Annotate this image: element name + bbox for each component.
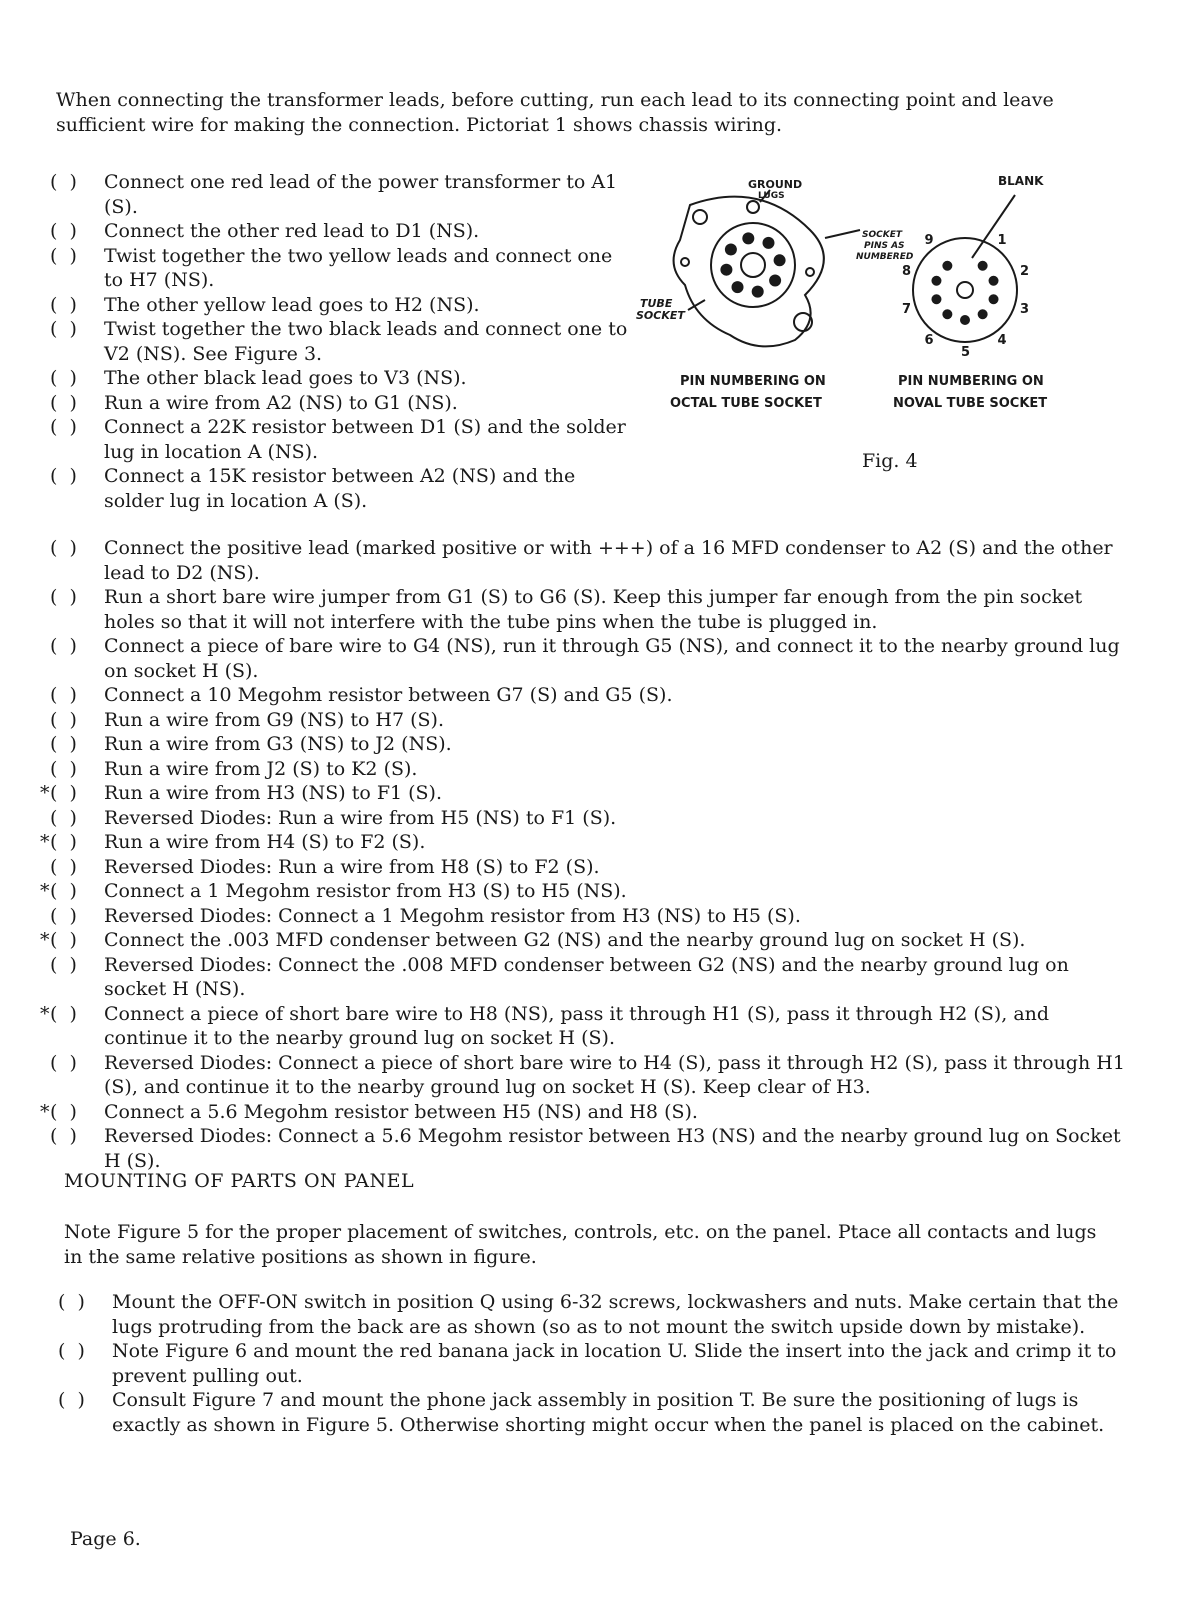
step-checkbox[interactable]: ( ) (50, 293, 77, 316)
step-checkbox[interactable]: ( ) (50, 367, 77, 389)
step-text: Reversed Diodes: Connect the .008 MFD condenser between G2 (NS) and the nearby ground lug on socket H (NS). (104, 953, 1069, 1000)
tube-socket-diagram (610, 170, 1110, 470)
step-checkbox[interactable]: ( ) (50, 1002, 77, 1025)
step-text: Connect the .003 MFD condenser between G2 (NS) and the nearby ground lug on socket H (S). (104, 929, 1026, 951)
octal-pin-number: 4 (771, 276, 779, 288)
checklist-step (40, 1100, 1126, 1125)
octal-socket-key (741, 253, 765, 277)
checklist-step (46, 464, 634, 513)
noval-pin-hole (978, 261, 988, 271)
checklist-step (46, 170, 634, 219)
noval-caption-line1: PIN NUMBERING ON (898, 374, 1044, 389)
label-pins-as: PINS AS (864, 241, 905, 251)
step-text: Run a wire from H4 (S) to F2 (S). (104, 831, 426, 853)
step-checkbox[interactable]: ( ) (50, 904, 77, 927)
checklist-step (54, 1388, 1124, 1437)
step-checkbox[interactable]: ( ) (50, 465, 77, 487)
step-text: Connect the other red lead to D1 (NS). (104, 220, 480, 242)
checklist-step (40, 879, 1126, 904)
step-checkbox[interactable]: ( ) (50, 929, 77, 951)
step-text: Twist together the two black leads and connect one to V2 (NS). See Figure 3. (104, 318, 628, 365)
step-checkbox[interactable]: ( ) (50, 318, 77, 340)
step-text: Connect one red lead of the power transformer to A1 (S). (104, 171, 618, 218)
checklist-step (40, 830, 1126, 855)
noval-pin-number: 8 (902, 263, 912, 279)
label-tube: TUBE (640, 297, 673, 310)
socket-pins-leader (825, 230, 860, 238)
step-text: Run a short bare wire jumper from G1 (S) to G6 (S). Keep this jumper far enough from the pin socket holes so that it will not interfere with the tube pins when the tube is plugged in. (104, 586, 1083, 633)
figure-caption: Fig. 4 (862, 450, 918, 472)
checklist-step (46, 708, 1126, 733)
page-number: Page 6. (70, 1528, 141, 1550)
checklist-step (46, 219, 634, 244)
step-star: * (40, 1002, 50, 1025)
step-text: Connect a 1 Megohm resistor from H3 (S) to H5 (NS). (104, 880, 627, 902)
label-lugs: LUGS (758, 191, 785, 201)
noval-pin-number: 2 (1019, 263, 1030, 279)
checklist-step (46, 953, 1126, 1002)
step-star: * (40, 831, 50, 853)
step-checkbox[interactable]: ( ) (50, 220, 77, 242)
checklist-step (46, 415, 634, 464)
checklist-step (46, 1051, 1126, 1100)
step-star: * (40, 929, 50, 951)
step-checkbox[interactable]: ( ) (50, 684, 77, 706)
step-text: Consult Figure 7 and mount the phone jack assembly in position T. Be sure the positioning of lugs is exactly as shown in Figure 5. Otherwise shorting might occur when the panel is placed on the cabinet. (112, 1389, 1105, 1436)
step-text: Twist together the two yellow leads and connect one to H7 (NS). (104, 244, 613, 291)
octal-socket-outline (674, 197, 824, 347)
noval-pin-number: 4 (997, 333, 1007, 349)
noval-pin-number: 9 (924, 232, 934, 248)
noval-pin-number: 5 (961, 345, 971, 360)
step-checkbox[interactable]: ( ) (50, 757, 77, 780)
step-checkbox[interactable]: ( ) (50, 171, 77, 193)
step-checkbox[interactable]: ( ) (58, 1340, 85, 1362)
checklist-step (46, 855, 1126, 880)
checklist-step (46, 1124, 1126, 1173)
checklist-step (46, 536, 1126, 585)
octal-pin-holes (720, 232, 785, 298)
step-text: Reversed Diodes: Run a wire from H8 (S) to F2 (S). (104, 855, 600, 878)
step-text: Note Figure 6 and mount the red banana jack in location U. Slide the insert into the jack and crimp it to prevent pulling out. (112, 1340, 1117, 1387)
step-checkbox[interactable]: ( ) (50, 855, 77, 878)
step-checkbox[interactable]: ( ) (50, 953, 77, 976)
step-text: Reversed Diodes: Connect a 5.6 Megohm resistor between H3 (NS) and the nearby ground lug on Socket H (S). (104, 1125, 1121, 1172)
step-text: Reversed Diodes: Run a wire from H5 (NS) to F1 (S). (104, 806, 617, 829)
label-socket-pins: SOCKET (862, 230, 902, 240)
step-checkbox[interactable]: ( ) (50, 1125, 77, 1147)
ground-lug-left (681, 258, 689, 266)
octal-pin-number: 1 (744, 234, 752, 246)
checklist-step (40, 928, 1126, 953)
step-star: * (40, 782, 50, 804)
noval-pin-number: 3 (1019, 302, 1030, 318)
noval-pin-number: 6 (924, 333, 934, 349)
checklist-step (46, 366, 634, 391)
step-checkbox[interactable]: ( ) (50, 1051, 77, 1074)
step-text: Mount the OFF-ON switch in position Q using 6-32 screws, lockwashers and nuts. Make certain that the lugs protruding from the back are as shown (so as to not mount the switch upside down by mistake). (112, 1291, 1119, 1338)
step-checkbox[interactable]: ( ) (50, 391, 77, 414)
checklist-step (46, 585, 1126, 634)
step-text: Run a wire from H3 (NS) to F1 (S). (104, 782, 443, 804)
octal-pin-number: 3 (775, 256, 783, 268)
octal-caption-line2: OCTAL TUBE SOCKET (670, 396, 822, 411)
octal-pin-number: 6 (733, 283, 741, 295)
noval-pin-hole (942, 309, 952, 319)
steps-list-chassis-wiring (40, 536, 1126, 1173)
checklist-step (46, 757, 1126, 782)
step-text: Run a wire from G9 (NS) to H7 (S). (104, 708, 445, 731)
step-checkbox[interactable]: ( ) (50, 733, 77, 755)
checklist-step (46, 683, 1126, 708)
checklist-step (54, 1339, 1124, 1388)
label-numbered: NUMBERED (856, 252, 914, 262)
noval-socket-center (957, 282, 973, 298)
noval-pin-hole (931, 294, 941, 304)
panel-note-paragraph: Note Figure 5 for the proper placement of switches, controls, etc. on the panel. Ptace all contacts and lugs in the same relative positions as shown in figure. (64, 1221, 1097, 1268)
step-checkbox[interactable]: ( ) (50, 880, 77, 902)
checklist-step (46, 293, 634, 318)
octal-mount-hole-left (693, 210, 707, 224)
step-text: The other yellow lead goes to H2 (NS). (104, 293, 480, 316)
label-blank: BLANK (998, 174, 1044, 188)
step-star: * (40, 880, 50, 902)
checklist-step (46, 317, 634, 366)
octal-caption-line1: PIN NUMBERING ON (680, 374, 826, 389)
step-checkbox[interactable]: ( ) (50, 244, 77, 267)
checklist-step (46, 806, 1126, 831)
step-checkbox[interactable]: ( ) (50, 416, 77, 438)
step-text: Connect a 10 Megohm resistor between G7 (S) and G5 (S). (104, 684, 673, 706)
noval-pin-number: 1 (997, 232, 1007, 248)
step-text: Run a wire from G3 (NS) to J2 (NS). (104, 733, 452, 755)
checklist-step (46, 244, 634, 293)
noval-pin-number: 7 (902, 302, 912, 318)
step-text: Reversed Diodes: Connect a piece of short bare wire to H4 (S), pass it through H2 (S), pass it through H1 (S), and continue it to the nearby ground lug on socket H (S). Keep clear of H3. (104, 1051, 1125, 1098)
noval-pin-holes (902, 233, 1029, 360)
figure-4 (610, 170, 1110, 480)
octal-pin-number: 2 (764, 238, 772, 250)
checklist-step (46, 904, 1126, 929)
step-checkbox[interactable]: ( ) (50, 708, 77, 731)
step-checkbox[interactable]: ( ) (58, 1291, 85, 1313)
checklist-step (46, 391, 634, 416)
intro-paragraph: When connecting the transformer leads, before cutting, run each lead to its connecting point and leave sufficient wire for making the connection. Pictoriat 1 shows chassis wiring. (56, 89, 1054, 136)
step-text: Connect a 15K resistor between A2 (NS) and the solder lug in location A (S). (104, 465, 576, 512)
step-checkbox[interactable]: ( ) (50, 635, 77, 657)
checklist-step (40, 1002, 1126, 1051)
blank-leader (972, 195, 1015, 258)
step-text: Run a wire from A2 (NS) to G1 (NS). (104, 391, 458, 414)
step-text: Connect a 22K resistor between D1 (S) and the solder lug in location A (NS). (104, 416, 626, 463)
step-checkbox[interactable]: ( ) (50, 831, 77, 853)
step-text: Reversed Diodes: Connect a 1 Megohm resistor from H3 (NS) to H5 (S). (104, 904, 801, 927)
ground-lug-top (747, 201, 759, 213)
octal-pin-number: 8 (726, 245, 734, 257)
ground-lug-right (806, 268, 814, 276)
step-text: Connect a piece of short bare wire to H8 (NS), pass it through H1 (S), pass it through H2 (S), and continue it to the nearby ground lug on socket H (S). (104, 1002, 1050, 1049)
steps-list-transformer (46, 170, 628, 513)
noval-pin-hole (989, 294, 999, 304)
checklist-step (46, 634, 1126, 683)
octal-pin-number: 7 (722, 265, 730, 277)
noval-pin-hole (931, 276, 941, 286)
step-checkbox[interactable]: ( ) (58, 1389, 85, 1411)
noval-pin-hole (960, 315, 970, 325)
noval-caption-line2: NOVAL TUBE SOCKET (893, 396, 1048, 411)
step-text: Connect the positive lead (marked positive or with +++) of a 16 MFD condenser to A2 (S) and the other lead to D2 (NS). (104, 537, 1113, 584)
step-text: Connect a piece of bare wire to G4 (NS), run it through G5 (NS), and connect it to the nearby ground lug on socket H (S). (104, 635, 1120, 682)
checklist-step (54, 1290, 1124, 1339)
noval-socket-ring (913, 238, 1017, 342)
checklist-step (40, 781, 1126, 806)
octal-pin-number: 5 (753, 287, 761, 299)
step-checkbox[interactable]: ( ) (50, 1100, 77, 1123)
step-checkbox[interactable]: ( ) (50, 586, 77, 608)
checklist-step (46, 732, 1126, 757)
noval-pin-hole (942, 261, 952, 271)
step-text: The other black lead goes to V3 (NS). (104, 367, 467, 389)
step-text: Connect a 5.6 Megohm resistor between H5 (NS) and H8 (S). (104, 1100, 698, 1123)
octal-socket-drawing (674, 190, 860, 346)
label-ground: GROUND (748, 178, 803, 191)
step-checkbox[interactable]: ( ) (50, 782, 77, 804)
label-socket: SOCKET (636, 309, 685, 322)
step-checkbox[interactable]: ( ) (50, 806, 77, 829)
step-text: Run a wire from J2 (S) to K2 (S). (104, 757, 418, 780)
steps-list-panel-mounting (54, 1290, 1124, 1437)
noval-pin-hole (978, 309, 988, 319)
noval-pin-hole (989, 276, 999, 286)
step-star: * (40, 1100, 50, 1123)
step-checkbox[interactable]: ( ) (50, 537, 77, 559)
section-heading: MOUNTING OF PARTS ON PANEL (64, 1170, 415, 1192)
